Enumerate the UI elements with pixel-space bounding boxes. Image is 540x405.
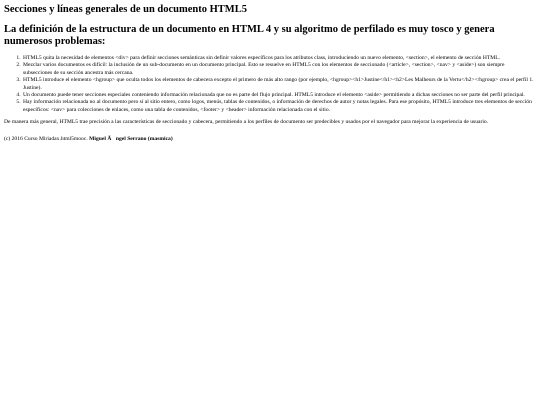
page-title: Secciones y líneas generales de un documento HTML5 bbox=[4, 4, 247, 15]
section-subtitle: La definición de la estructura de un documento en HTML 4 y su algoritmo de perfilado es muy tosco y genera numerosos problemas: bbox=[4, 24, 495, 47]
copyright-text: (c) 2016 Curso Miriadax.html5mooc. bbox=[4, 135, 88, 142]
page-content bbox=[4, 3, 534, 143]
author-name: Miguel Ãngel Serrano (masmica) bbox=[89, 135, 173, 142]
list-item: 1. HTML5 quita la necesidad de elementos <div> para definir secciones semánticas sin definir valores específicos para los atributos class, introduciendo un nuevo elemento, <section>, el elemento de sección HTML. bbox=[22, 55, 534, 62]
list-item: 2. Mezclar varios documentos es difícil: la inclusión de un sub-documento en un documento principal. Esto se resuelve en HTML5 con los elementos de seccionado (<article>, <section>, <nav> y <aside>) son siempre subsecciones de su sección ancestra más cercana. bbox=[22, 62, 534, 77]
list-item: 4. Un documento puede tener secciones especiales conteniendo información relacionada que no es parte del flujo principal. HTML5 introduce el elemento <aside> permitiendo a dichas secciones no ser parte del perfil principal. bbox=[22, 92, 534, 99]
summary-paragraph: De manera más general, HTML5 trae precisión a las características de seccionado y cabecera, permitiendo a los perfiles de documento ser predecibles y usados por el navegador para mejorar la experiencia de usuario. bbox=[4, 119, 489, 126]
footer bbox=[4, 136, 534, 143]
problems-list bbox=[4, 55, 534, 114]
list-item: 5. Hay información relacionada no al documento pero sí al sitio entero, como logos, menús, tablas de contenidos, o información de derechos de autor y notas legales. Para ese propósito, HTML5 introduce tres elementos de sección específicos: <nav> para colecciones de enlaces, como una tabla de contenidos, <footer> y <header> información relacionada con el sitio. bbox=[22, 99, 534, 114]
list-item: 3. HTML5 introduce el elemento <hgroup> que oculta todos los elementos de cabecera excepto el primero de más alto rango (por ejemplo, <hgroup><h1>Justine</h1><h2>Les Malheurs de la Vertu</h2></hgroup> crea el perfil 1. Justine). bbox=[22, 77, 534, 92]
